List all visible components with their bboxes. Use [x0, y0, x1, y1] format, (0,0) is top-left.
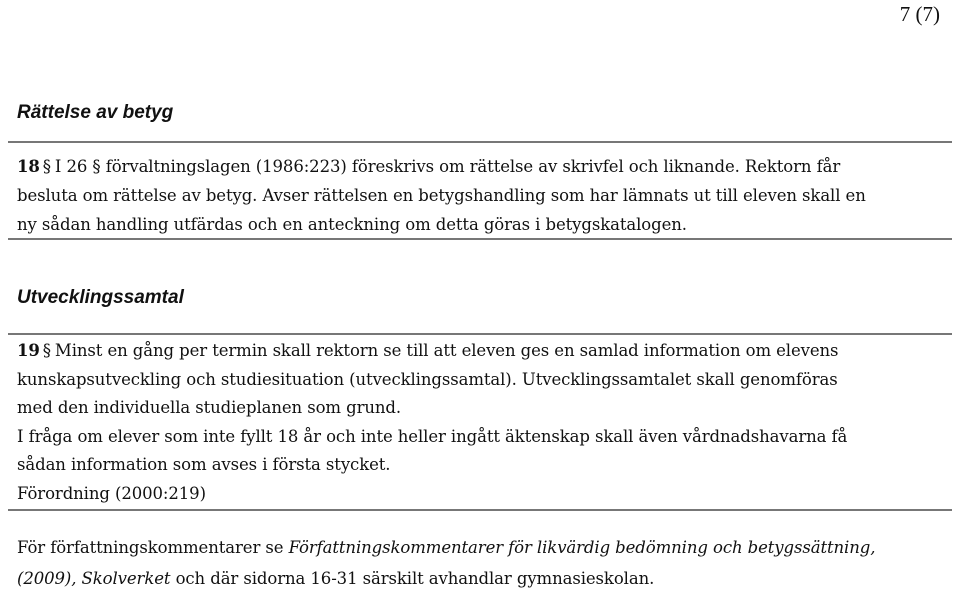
footer-line-1	[17, 532, 952, 563]
footer-line-2	[17, 563, 952, 594]
text-line: kunskapsutveckling och studiesituation (utvecklingssamtal). Utvecklingssamtalet skall genomföras	[17, 369, 838, 389]
footer-text: och där sidorna 16-31 särskilt avhandlar gymnasieskolan.	[170, 569, 655, 588]
section-heading-rattelse: Rättelse av betyg	[17, 102, 174, 123]
footer-text: För författningskommentarer se	[17, 538, 289, 557]
section-sign: §	[42, 341, 51, 360]
page-number: 7 (7)	[899, 2, 940, 26]
regulation-reference: Förordning (2000:219)	[17, 483, 206, 503]
paragraph-19-line-1	[17, 337, 952, 366]
text-line: Minst en gång per termin skall rektorn se till att eleven ges en samlad information om elevens	[54, 341, 839, 360]
publication-source: (2009), Skolverket	[17, 569, 171, 588]
paragraph-19	[17, 337, 952, 508]
publication-title: Författningskommentarer för likvärdig bedömning och betygssättning,	[288, 538, 876, 557]
section-number: 19	[17, 341, 40, 360]
paragraph-18	[17, 152, 952, 239]
text-line: I fråga om elever som inte fyllt 18 år och inte heller ingått äktenskap skall även vårdnadshavarna få	[17, 426, 848, 446]
section-number: 18	[17, 157, 40, 176]
text-line: I 26 § förvaltningslagen (1986:223) föreskrivs om rättelse av skrivfel och liknande. Rektorn får	[54, 157, 841, 176]
section-sign: §	[42, 157, 51, 176]
section-heading-utvecklingssamtal: Utvecklingssamtal	[17, 287, 184, 308]
footer-note	[17, 532, 952, 594]
text-line: sådan information som avses i första stycket.	[17, 455, 391, 474]
text-line: med den individuella studieplanen som grund.	[17, 398, 402, 417]
text-line: besluta om rättelse av betyg. Avser rättelsen en betygshandling som har lämnats ut till eleven skall en	[17, 186, 866, 205]
text-line: ny sådan handling utfärdas och en anteckning om detta göras i betygskatalogen.	[17, 215, 687, 234]
paragraph-18-line-1	[17, 152, 952, 181]
